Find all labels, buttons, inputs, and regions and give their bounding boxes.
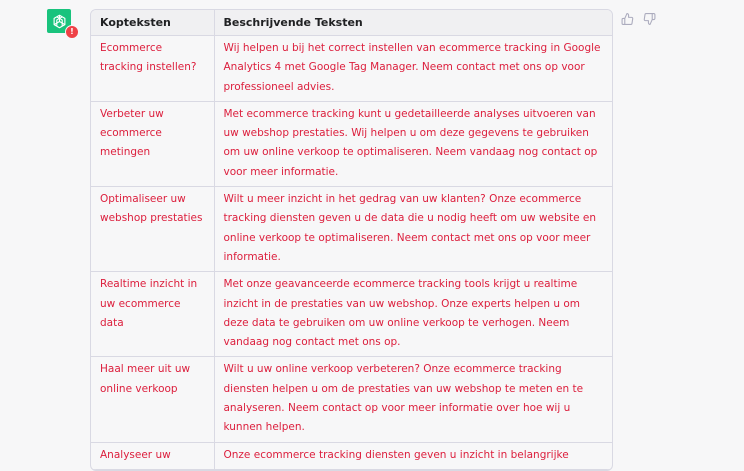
table-header-row <box>91 10 612 36</box>
table-row <box>91 442 612 469</box>
warning-badge: ! <box>65 25 79 39</box>
description-cell: Wilt u meer inzicht in het gedrag van uw klanten? Onze ecommerce tracking diensten geven u de data die u nodig heeft om uw website en online verkoop te optimaliseren. Neem contact met ons op voor meer informatie. <box>214 187 612 272</box>
table-row <box>91 101 612 186</box>
table-row <box>91 357 612 442</box>
table-row <box>91 187 612 272</box>
headline-cell: Haal meer uit uw online verkoop <box>91 357 214 442</box>
headline-cell: Optimaliseer uw webshop prestaties <box>91 187 214 272</box>
description-cell: Wij helpen u bij het correct instellen van ecommerce tracking in Google Analytics 4 met Google Tag Manager. Neem contact met ons op voor professioneel advies. <box>214 36 612 102</box>
ad-copy-table <box>90 9 613 471</box>
headline-cell: Ecommerce tracking instellen? <box>91 36 214 102</box>
table-row <box>91 272 612 357</box>
description-cell: Wilt u uw online verkoop verbeteren? Onze ecommerce tracking diensten helpen u om de prestaties van uw webshop te meten en te analyseren. Neem contact op voor meer informatie over hoe wij u kunnen helpen. <box>214 357 612 442</box>
column-header-beschrijvende-teksten: Beschrijvende Teksten <box>214 10 612 36</box>
column-header-kopteksten: Kopteksten <box>91 10 214 36</box>
description-cell: Met onze geavanceerde ecommerce tracking tools krijgt u realtime inzicht in de prestaties van uw webshop. Onze experts helpen u om deze data te gebruiken om uw online verkoop te verhogen. Neem vandaag nog contact met ons op. <box>214 272 612 357</box>
headline-cell: Analyseer uw <box>91 442 214 469</box>
thumbs-down-icon[interactable] <box>643 11 656 25</box>
thumbs-up-icon[interactable] <box>621 11 634 25</box>
table-row <box>91 36 612 102</box>
description-cell: Met ecommerce tracking kunt u gedetailleerde analyses uitvoeren van uw webshop prestaties. Wij helpen u om deze gegevens te gebruiken om uw online verkoop te optimaliseren. Neem vandaag nog contact op voor meer informatie. <box>214 101 612 186</box>
headline-cell: Verbeter uw ecommerce metingen <box>91 101 214 186</box>
openai-logo-icon <box>51 13 68 30</box>
feedback-actions <box>621 11 656 25</box>
description-cell: Onze ecommerce tracking diensten geven u inzicht in belangrijke <box>214 442 612 469</box>
headline-cell: Realtime inzicht in uw ecommerce data <box>91 272 214 357</box>
